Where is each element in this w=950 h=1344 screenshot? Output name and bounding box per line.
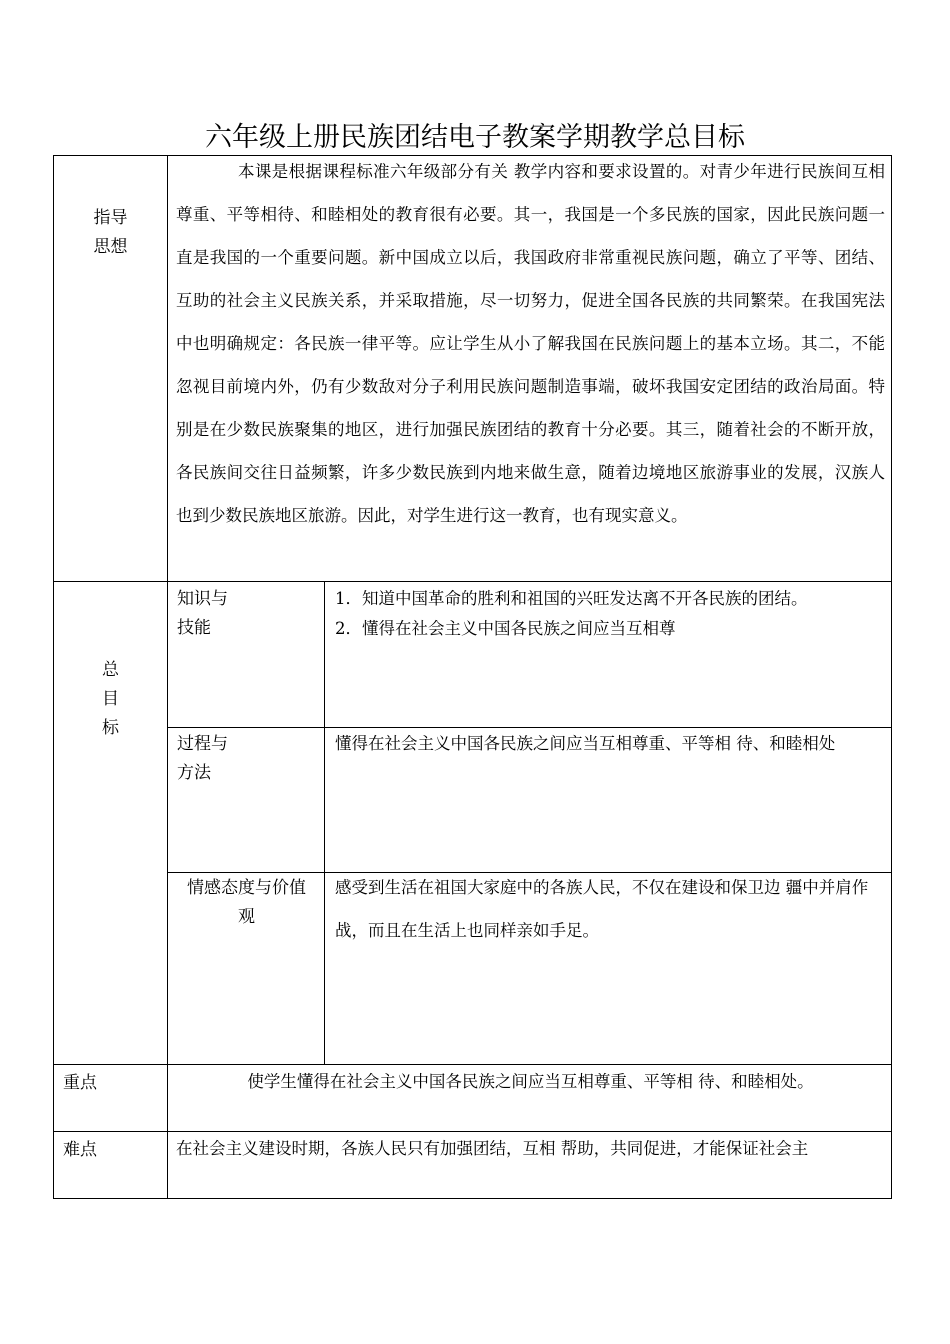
key-point-text-cell bbox=[168, 1065, 892, 1132]
guiding-text: 本课是根据课程标准六年级部分有关 教学内容和要求设置的。对青少年进行民族间互相尊重、平等相待、和睦相处的教育很有必要。其一，我国是一个多民族的国家，因此民族问题一直是我国的一个重要问题。新中国成立以后，我国政府非常重视民族问题，确立了平等、团结、互助的社会主义民族关系，并采取措施，尽一切努力，促进全国各民族的共同繁荣。在我国宪法中也明确规定：各民族一律平等。应让学生从小了解我国在民族问题上的基本立场。其二，不能忽视目前境内外，仍有少数敌对分子利用民族问题制造事端，破坏我国安定团结的政治局面。特别是在少数民族聚集的地区，进行加强民族团结的教育十分必要。其三，随着社会的不断开放，各民族间交往日益频繁，许多少数民族到内地来做生意，随着边境地区旅游事业的发展，汉族人也到少数民族地区旅游。因此，对学生进行这一教育，也有现实意义。 bbox=[176, 162, 885, 525]
key-point-text: 使学生懂得在社会主义中国各民族之间应当互相尊重、平等相 待、和睦相处。 bbox=[247, 1072, 814, 1091]
process-row bbox=[54, 728, 892, 873]
emotion-label-line2: 观 bbox=[238, 907, 255, 927]
knowledge-label-cell bbox=[168, 582, 325, 728]
difficulty-label: 难点 bbox=[63, 1140, 97, 1160]
process-label-line2: 方法 bbox=[177, 763, 211, 783]
knowledge-item-1: 1．知道中国革命的胜利和祖国的兴旺发达离不开各民族的团结。 bbox=[335, 589, 808, 608]
goals-label-line3: 标 bbox=[102, 718, 119, 738]
process-label-line1: 过程与 bbox=[177, 734, 228, 754]
guiding-label-cell bbox=[54, 156, 168, 582]
knowledge-label-line2: 技能 bbox=[177, 618, 211, 638]
knowledge-text-cell bbox=[325, 582, 892, 728]
page-title: 六年级上册民族团结电子教案学期教学总目标 bbox=[205, 122, 745, 153]
lesson-plan-table bbox=[53, 155, 892, 1199]
goals-label-line1: 总 bbox=[102, 660, 119, 680]
key-point-row bbox=[54, 1065, 892, 1132]
key-point-label-cell bbox=[54, 1065, 168, 1132]
guiding-text-cell bbox=[168, 156, 892, 582]
knowledge-row bbox=[54, 582, 892, 728]
goals-label-cell bbox=[54, 582, 168, 1065]
emotion-label-cell bbox=[168, 873, 325, 1065]
difficulty-row bbox=[54, 1132, 892, 1199]
knowledge-item-2: 2．懂得在社会主义中国各民族之间应当互相尊 bbox=[335, 619, 676, 638]
emotion-label-line1: 情感态度与价值 bbox=[187, 878, 306, 898]
key-point-label: 重点 bbox=[63, 1073, 97, 1093]
guiding-label-line1: 指导 bbox=[93, 208, 128, 228]
difficulty-text-cell bbox=[168, 1132, 892, 1199]
difficulty-text: 在社会主义建设时期，各族人民只有加强团结，互相 帮助，共同促进，才能保证社会主 bbox=[176, 1139, 809, 1158]
process-text-cell bbox=[325, 728, 892, 873]
process-text: 懂得在社会主义中国各民族之间应当互相尊重、平等相 待、和睦相处 bbox=[335, 734, 836, 753]
emotion-text-cell bbox=[325, 873, 892, 1065]
process-label-cell bbox=[168, 728, 325, 873]
guiding-row bbox=[54, 156, 892, 582]
goals-label-line2: 目 bbox=[102, 689, 119, 709]
difficulty-label-cell bbox=[54, 1132, 168, 1199]
emotion-text: 感受到生活在祖国大家庭中的各族人民，不仅在建设和保卫边 疆中并肩作战，而且在生活上也同样亲如手足。 bbox=[335, 878, 869, 940]
knowledge-label-line1: 知识与 bbox=[177, 589, 228, 609]
guiding-label-line2: 思想 bbox=[93, 237, 128, 257]
emotion-row bbox=[54, 873, 892, 1065]
